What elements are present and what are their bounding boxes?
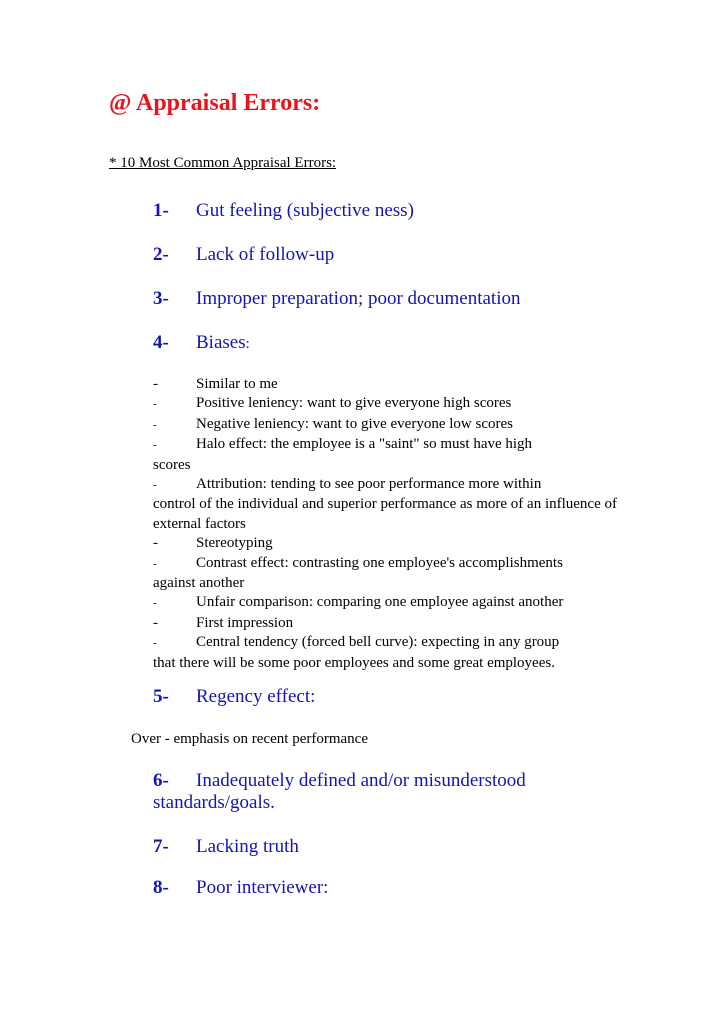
bias-text: Attribution: tending to see poor performance more within: [196, 476, 542, 493]
list-item: [153, 593, 623, 613]
list-item-8: [153, 877, 328, 899]
list-item: [153, 614, 623, 633]
list-item: [153, 475, 623, 534]
bias-continuation: scores: [153, 456, 191, 473]
bias-continuation: control of the individual and superior performance as more of an influence of external factors: [153, 496, 617, 532]
item-text: Poor interviewer:: [196, 877, 329, 898]
list-item-1: [153, 200, 414, 222]
bias-text: Positive leniency: want to give everyone high scores: [196, 395, 512, 412]
item-number: 1-: [153, 200, 169, 221]
list-item: [153, 435, 623, 475]
dash-bullet: -: [153, 439, 157, 452]
list-item: [153, 415, 623, 435]
list-item-7: [153, 836, 299, 858]
bias-text: Stereotyping: [196, 535, 273, 552]
list-item: [153, 633, 623, 673]
item-text: Gut feeling (subjective ness): [196, 200, 414, 221]
section-subtitle: * 10 Most Common Appraisal Errors:: [109, 155, 337, 171]
dash-bullet: -: [153, 614, 158, 631]
item-number: 8-: [153, 877, 169, 898]
dash-bullet: -: [153, 479, 157, 492]
item-number: 5-: [153, 686, 169, 707]
item-suffix: :: [245, 336, 250, 352]
list-item: [153, 394, 623, 414]
biases-list: [153, 375, 623, 673]
list-item: [153, 554, 623, 594]
bias-text: Negative leniency: want to give everyone low scores: [196, 415, 513, 432]
item-text: Regency effect:: [196, 686, 316, 707]
list-item-3: [153, 288, 520, 310]
list-item-4: [153, 332, 250, 354]
bias-continuation: against another: [153, 575, 245, 592]
bias-text: First impression: [196, 614, 294, 631]
item-text: Improper preparation; poor documentation: [196, 288, 521, 309]
bias-text: Similar to me: [196, 376, 278, 392]
bias-text: Contrast effect: contrasting one employee's accomplishments: [196, 554, 563, 571]
dash-bullet: -: [153, 535, 158, 552]
recency-note: Over - emphasis on recent performance: [131, 731, 368, 747]
page-title: @ Appraisal Errors:: [109, 90, 321, 116]
item-text: Lacking truth: [196, 836, 299, 857]
item-text: Lack of follow-up: [196, 244, 335, 265]
dash-bullet: -: [153, 597, 157, 610]
bias-text: Unfair comparison: comparing one employee against another: [196, 594, 564, 611]
dash-bullet: -: [153, 398, 157, 411]
item-number: 4-: [153, 332, 169, 353]
list-item-2: [153, 244, 334, 266]
dash-bullet: -: [153, 376, 158, 392]
list-item-5: [153, 686, 315, 708]
item-number: 2-: [153, 244, 169, 265]
list-item: [153, 375, 623, 394]
item-number: 3-: [153, 288, 169, 309]
item-text: Biases: [196, 332, 246, 353]
dash-bullet: -: [153, 557, 157, 570]
dash-bullet: -: [153, 637, 157, 650]
list-item: [153, 534, 623, 553]
item-text: Inadequately defined and/or misunderstood: [196, 770, 526, 791]
bias-text: Central tendency (forced bell curve): expecting in any group: [196, 634, 560, 651]
dash-bullet: -: [153, 418, 157, 431]
list-item-6: [153, 770, 526, 814]
item-number: 6-: [153, 770, 169, 791]
bias-continuation: that there will be some poor employees and some great employees.: [153, 654, 555, 671]
bias-text: Halo effect: the employee is a "saint" so must have high: [196, 436, 533, 453]
item-text-continuation: standards/goals.: [153, 792, 275, 813]
item-number: 7-: [153, 836, 169, 857]
